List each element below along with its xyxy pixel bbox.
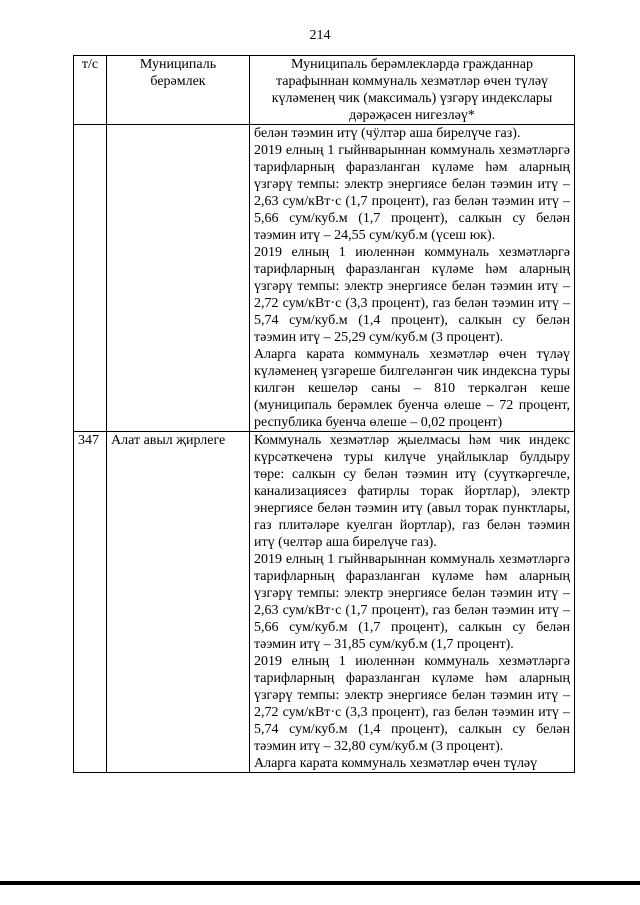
paragraph: 2019 елның 1 июленнән коммуналь хезмәтләргә тарифларның фаразланган күләме һәм аларның үзгәрү темпы: электр энергиясе белән тәэмин итү – 2,72 сум/кВт·с (3,3 процент), газ белән тәэмин итү – 5,74 сум/куб.м (1,4 процент), салкын су белән тәэмин итү – 32,80 сум/куб.м (3 процент). (254, 654, 570, 754)
continued-name-cell (107, 125, 250, 432)
header-number: т/с (74, 56, 107, 125)
paragraph: Коммуналь хезмәтләр җыелмасы һәм чик индекс күрсәткеченә туры килүче уңайлыклар булдыру төре: салкын су белән тәэмин итү (суүткәргечле, канализациясез фатирлы торак йортлар), электр энергиясе белән тәэмин итү (авыл торак пунктлары, газ плитәләре куелган йортлар), газ белән тәэмин итү (челтәр аша бирелүче газ). (254, 433, 570, 550)
paragraph: 2019 елның 1 гыйнварыннан коммуналь хезмәтләргә тарифларның фаразланган күләме һәм аларның үзгәрү темпы: электр энергиясе белән тәэмин итү – 2,63 сум/кВт·с (1,7 процент), газ белән тәэмин итү – 5,66 сум/куб.м (1,7 процент), салкын су белән тәэмин итү – 24,55 сум/куб.м (үсеш юк). (254, 143, 570, 243)
continued-number-cell (74, 125, 107, 432)
paragraph: 2019 елның 1 гыйнварыннан коммуналь хезмәтләргә тарифларның фаразланган күләме һәм аларның үзгәрү темпы: электр энергиясе белән тәэмин итү – 2,63 сум/кВт·с (1,7 процент), газ белән тәэмин итү – 5,66 сум/куб.м (1,7 процент), салкын су белән тәэмин итү – 31,85 сум/куб.м (1,7 процент). (254, 552, 570, 652)
paragraph: белән тәэмин итү (чӱлтәр аша бирелүче газ). (254, 126, 521, 141)
continued-text-cell (250, 125, 575, 432)
table-row-continued (74, 125, 575, 432)
bottom-rule (0, 881, 640, 885)
paragraph: 2019 елның 1 июленнән коммуналь хезмәтләргә тарифларның фаразланган күләме һәм аларның үзгәрү темпы: электр энергиясе белән тәэмин итү – 2,72 сум/кВт·с (3,3 процент), газ белән тәэмин итү – 5,74 сум/куб.м (1,4 процент), салкын су белән тәэмин итү – 25,29 сум/куб.м (3 процент). (254, 245, 570, 345)
table-row-347 (74, 432, 575, 773)
paragraph: Аларга карата коммуналь хезмәтләр өчен түләү күләменең үзгәреше билгеләнгән чик индексна туры килгән кешеләр саны – 810 теркәлгән кеше (муниципаль берәмлек буенча өлеше – 72 процент, республика буенча өлеше – 0,02 процент) (254, 347, 570, 430)
row-text-cell (250, 432, 575, 773)
row-number: 347 (74, 432, 107, 773)
tariff-table (73, 55, 575, 773)
page-number: 214 (309, 28, 331, 43)
paragraph: Аларга карата коммуналь хезмәтләр өчен түләү (254, 756, 538, 771)
header-justification: Муниципаль берәмлекләрдә гражданнар тарафыннан коммуналь хезмәтләр өчен түләү күләменең чик (максималь) үзгәрү индекслары дәрәҗәсен нигезләү* (250, 56, 575, 125)
municipality-name: Алат авыл җирлеге (107, 432, 250, 773)
table-header-row (74, 56, 575, 125)
header-municipality: Муниципаль берәмлек (107, 56, 250, 125)
